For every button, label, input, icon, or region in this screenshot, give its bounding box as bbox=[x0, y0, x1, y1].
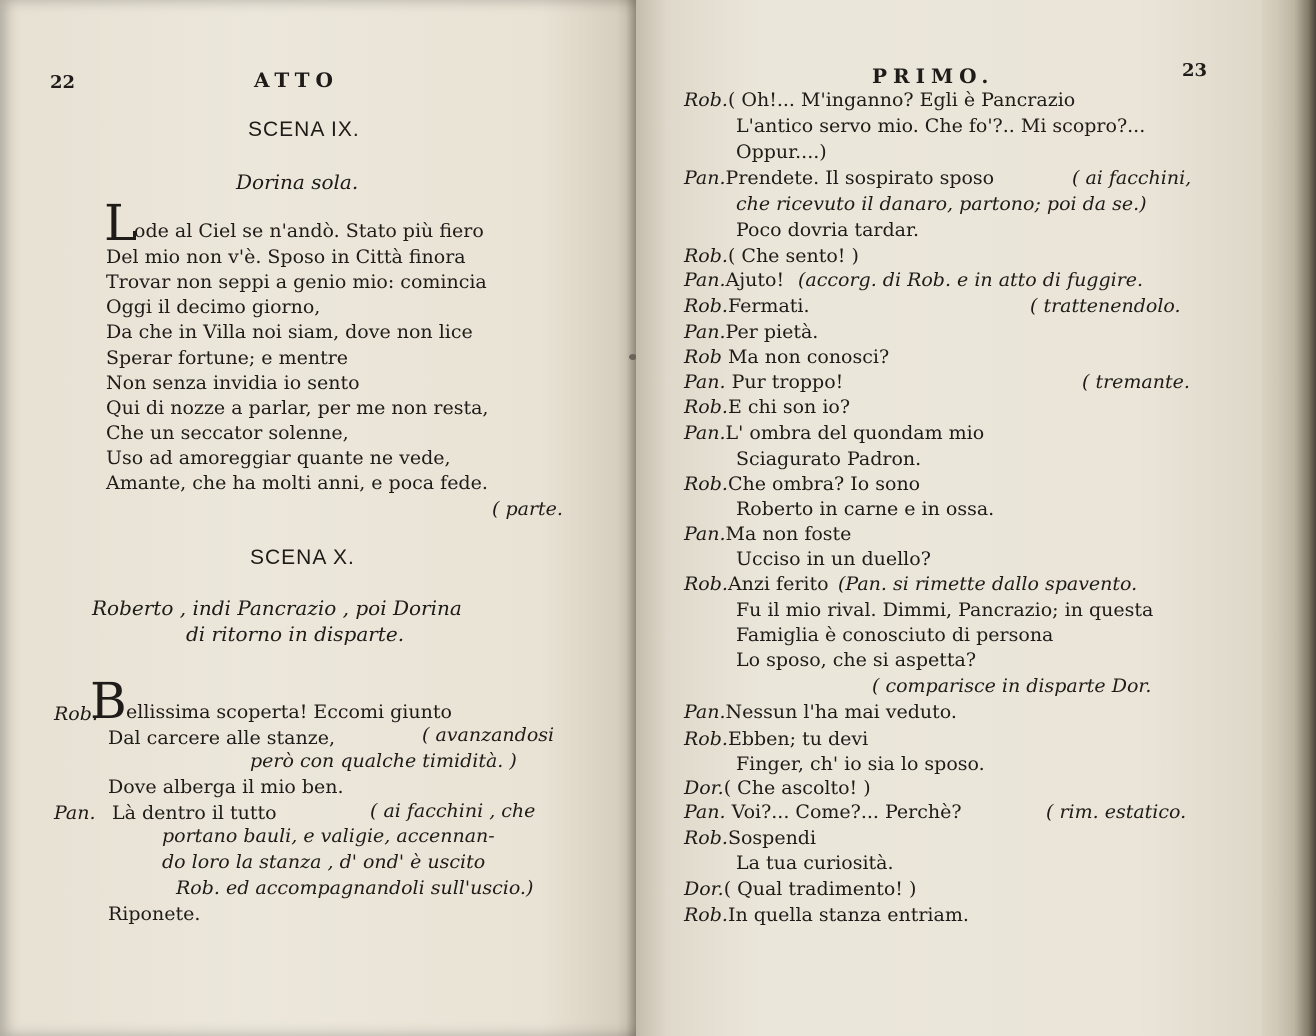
dialogue-line bbox=[684, 497, 1264, 521]
right-page bbox=[636, 0, 1266, 1036]
dialogue-line bbox=[684, 623, 1264, 647]
speaker-label: Pan. bbox=[684, 801, 726, 823]
verse-line: Trovar non seppi a genio mio: comincia bbox=[106, 271, 487, 293]
dialogue-text: ( Che sento! ) bbox=[727, 245, 859, 267]
speaker-label: Rob. bbox=[684, 827, 728, 849]
stage-note: ( ai facchini, bbox=[1072, 167, 1192, 189]
dialogue-text: Fermati. bbox=[727, 295, 810, 317]
dialogue-text: Ebben; tu devi bbox=[727, 728, 869, 750]
speaker-label: Pan. bbox=[684, 167, 726, 189]
dialogue-line bbox=[684, 826, 1264, 850]
verse-line: Qui di nozze a parlar, per me non resta, bbox=[106, 397, 489, 419]
speaker-label: Rob. bbox=[684, 245, 728, 267]
stage-note: ( rim. estatico. bbox=[1046, 801, 1187, 823]
speaker-label: Rob. bbox=[684, 573, 728, 595]
dialogue-line: Là dentro il tutto bbox=[112, 802, 277, 824]
dialogue-line bbox=[684, 700, 1264, 724]
dialogue-line bbox=[684, 903, 1264, 927]
dialogue-text: Per pietà. bbox=[725, 321, 819, 343]
speaker-label: Rob bbox=[684, 346, 722, 368]
dialogue-text: ( Oh!... M'inganno? Egli è Pancrazio bbox=[727, 89, 1076, 111]
dialogue-line bbox=[684, 776, 1264, 800]
speaker-label: Pan. bbox=[684, 371, 726, 393]
scene-title-ix: SCENA IX. bbox=[248, 118, 360, 141]
dialogue-line: Dal carcere alle stanze, bbox=[108, 727, 335, 749]
dialogue-line bbox=[684, 522, 1264, 546]
left-page bbox=[0, 0, 636, 1036]
page-number-left: 22 bbox=[50, 72, 76, 93]
dialogue-line bbox=[684, 447, 1264, 471]
speaker-label: Rob. bbox=[684, 396, 728, 418]
verse-line: Sperar fortune; e mentre bbox=[106, 347, 349, 369]
speaker-label: Pan. bbox=[684, 321, 726, 343]
stage-note: (Pan. si rimette dallo spavento. bbox=[838, 573, 1138, 595]
dialogue-text: Sospendi bbox=[727, 827, 817, 849]
dialogue-text: La tua curiosità. bbox=[736, 852, 894, 874]
stage-note: do loro la stanza , d' ond' è uscito bbox=[162, 851, 486, 873]
stage-note: ( tremante. bbox=[1082, 371, 1190, 393]
dialogue-text: Ucciso in un duello? bbox=[736, 548, 931, 570]
drop-cap-l: L bbox=[104, 194, 138, 252]
dialogue-text: Fu il mio rival. Dimmi, Pancrazio; in questa bbox=[736, 599, 1154, 621]
dialogue-text: Che ombra? Io sono bbox=[727, 473, 921, 495]
dialogue-text: Sciagurato Padron. bbox=[736, 448, 922, 470]
dialogue-line bbox=[684, 547, 1264, 571]
dialogue-line bbox=[684, 218, 1264, 242]
dialogue-line bbox=[684, 244, 1264, 268]
dialogue-text: Voi?... Come?... Perchè? bbox=[725, 801, 962, 823]
verse-line: Non senza invidia io sento bbox=[106, 372, 360, 394]
dialogue-text: Ma non conosci? bbox=[721, 346, 890, 368]
dialogue-line bbox=[684, 598, 1264, 622]
dialogue-text: Ajuto! bbox=[725, 269, 785, 291]
dialogue-text: Pur troppo! bbox=[725, 371, 844, 393]
dialogue-text: In quella stanza entriam. bbox=[727, 904, 969, 926]
speaker-label: Rob. bbox=[684, 904, 728, 926]
page-number-right: 23 bbox=[1182, 60, 1208, 81]
dialogue-text: L' ombra del quondam mio bbox=[725, 422, 985, 444]
speaker-label: Rob. bbox=[684, 473, 728, 495]
stage-note: però con qualche timidità. ) bbox=[250, 750, 517, 772]
dialogue-line bbox=[684, 88, 1264, 112]
dialogue-line bbox=[684, 851, 1264, 875]
speaker-label: Dor. bbox=[684, 777, 724, 799]
speaker-label: Rob. bbox=[684, 295, 728, 317]
dialogue-text: Nessun l'ha mai veduto. bbox=[725, 701, 957, 723]
verse-line: Del mio non v'è. Sposo in Città finora bbox=[106, 246, 466, 268]
dialogue-text: Finger, ch' io sia lo sposo. bbox=[736, 753, 985, 775]
dialogue-line bbox=[684, 472, 1264, 496]
dialogue-line bbox=[684, 752, 1264, 776]
scene-x-stage-line-1: Roberto , indi Pancrazio , poi Dorina bbox=[92, 596, 462, 620]
dialogue-text: Anzi ferito bbox=[727, 573, 829, 595]
stage-note: ( trattenendolo. bbox=[1030, 295, 1181, 317]
scene-x-stage-line-2: di ritorno in disparte. bbox=[186, 622, 405, 646]
dialogue-line: ellissima scoperta! Eccomi giunto bbox=[126, 701, 452, 723]
stage-note: ( ai facchini , che bbox=[370, 800, 536, 822]
dialogue-text: Poco dovria tardar. bbox=[736, 219, 920, 241]
page-edges bbox=[1262, 0, 1316, 1036]
drop-cap-b: B bbox=[90, 672, 127, 730]
verse-line: Da che in Villa noi siam, dove non lice bbox=[106, 321, 473, 343]
dialogue-line: Riponete. bbox=[108, 903, 201, 925]
speaker-label: Rob. bbox=[684, 728, 728, 750]
speaker-label: Dor. bbox=[684, 878, 724, 900]
dialogue-text: L'antico servo mio. Che fo'?.. Mi scopro?... bbox=[736, 115, 1146, 137]
dialogue-line bbox=[684, 395, 1264, 419]
dialogue-line bbox=[684, 140, 1264, 164]
verse-line: Uso ad amoreggiar quante ne vede, bbox=[106, 447, 451, 469]
dialogue-text: Roberto in carne e in ossa. bbox=[736, 498, 995, 520]
dialogue-text: ( Qual tradimento! ) bbox=[723, 878, 917, 900]
running-head-right: PRIMO. bbox=[872, 64, 995, 88]
dialogue-line bbox=[684, 114, 1264, 138]
dialogue-line bbox=[684, 877, 1264, 901]
dialogue-line bbox=[684, 421, 1264, 445]
scene-title-x: SCENA X. bbox=[250, 546, 355, 569]
speaker-pan: Pan. bbox=[54, 802, 96, 824]
speaker-label: Pan. bbox=[684, 523, 726, 545]
dialogue-line bbox=[684, 727, 1264, 751]
dialogue-line bbox=[684, 345, 1264, 369]
stage-note: ( comparisce in disparte Dor. bbox=[872, 675, 1152, 697]
verse-line: Oggi il decimo giorno, bbox=[106, 296, 321, 318]
stage-note: portano bauli, e valigie, accennan- bbox=[162, 825, 495, 847]
scene-ix-stage-direction: Dorina sola. bbox=[236, 170, 359, 194]
dialogue-text: ( Che ascolto! ) bbox=[723, 777, 871, 799]
stage-note: che ricevuto il danaro, partono; poi da se.) bbox=[736, 193, 1147, 215]
dialogue-text: Oppur....) bbox=[736, 141, 827, 163]
dialogue-line bbox=[684, 648, 1264, 672]
dialogue-line: Dove alberga il mio ben. bbox=[108, 776, 344, 798]
verse-line: Amante, che ha molti anni, e poca fede. bbox=[106, 472, 488, 494]
dialogue-text: Lo sposo, che si aspetta? bbox=[736, 649, 977, 671]
verse-line: Che un seccator solenne, bbox=[106, 422, 349, 444]
dialogue-text: E chi son io? bbox=[727, 396, 851, 418]
speaker-label: Pan. bbox=[684, 269, 726, 291]
dialogue-text: Famiglia è conosciuto di persona bbox=[736, 624, 1054, 646]
running-head-left: ATTO bbox=[254, 68, 339, 92]
speaker-rob: Rob. bbox=[54, 703, 98, 725]
stage-note: ( avanzandosi bbox=[422, 724, 555, 746]
dialogue-text: Prendete. Il sospirato sposo bbox=[725, 167, 995, 189]
exit-note: ( parte. bbox=[492, 498, 563, 520]
verse-line: ode al Ciel se n'andò. Stato più fiero bbox=[134, 220, 484, 242]
speaker-label: Rob. bbox=[684, 89, 728, 111]
dialogue-text: Ma non foste bbox=[725, 523, 852, 545]
speaker-label: Pan. bbox=[684, 422, 726, 444]
speaker-label: Pan. bbox=[684, 701, 726, 723]
dialogue-line bbox=[684, 320, 1264, 344]
stage-note: Rob. ed accompagnandoli sull'uscio.) bbox=[176, 877, 534, 899]
stage-note: (accorg. di Rob. e in atto di fuggire. bbox=[798, 269, 1144, 291]
